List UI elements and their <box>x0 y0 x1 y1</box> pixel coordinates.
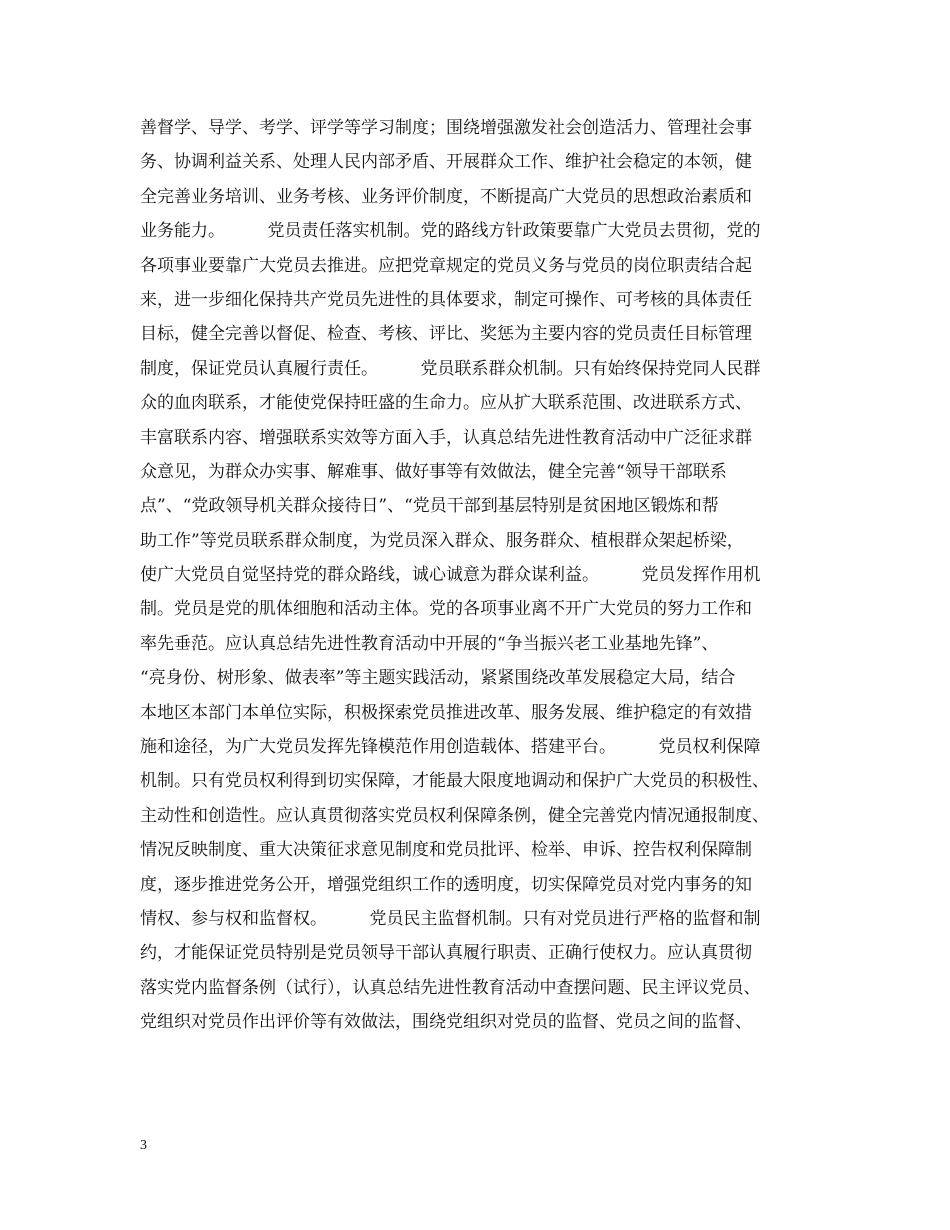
text-line: 约，才能保证党员特别是党员领导干部认真履行职责、正确行使权力。应认真贯彻 <box>140 943 752 964</box>
text-line: 业务能力。 党员责任落实机制。党的路线方针政策要靠广大党员去贯彻，党的 <box>140 221 761 242</box>
text-line: 助工作”等党员联系群众制度，为党员深入群众、服务群众、植根群众架起桥梁， <box>140 530 744 551</box>
text-line: 党组织对党员作出评价等有效做法，围绕党组织对党员的监督、党员之间的监督、 <box>140 1012 752 1033</box>
text-line: 机制。只有党员权利得到切实保障，才能最大限度地调动和保护广大党员的积极性、 <box>140 771 769 792</box>
text-line: 落实党内监督条例（试行），认真总结先进性教育活动中查摆问题、民主评议党员、 <box>140 977 761 998</box>
text-line: 情权、参与权和监督权。 党员民主监督机制。只有对党员进行严格的监督和制 <box>140 908 761 929</box>
text-line: 使广大党员自觉坚持党的群众路线，诚心诚意为群众谋利益。 党员发挥作用机 <box>140 565 761 586</box>
text-line: 率先垂范。应认真总结先进性教育活动中开展的“争当振兴老工业基地先锋”、 <box>140 633 719 654</box>
text-line: 点”、“党政领导机关群众接待日”、“党员干部到基层特别是贫困地区锻炼和帮 <box>140 496 719 517</box>
text-line: 来，进一步细化保持共产党员先进性的具体要求，制定可操作、可考核的具体责任 <box>140 289 752 310</box>
text-line: 全完善业务培训、业务考核、业务评价制度，不断提高广大党员的思想政治素质和 <box>140 186 752 207</box>
text-line: 众意见，为群众办实事、解难事、做好事等有效做法，健全完善“领导干部联系 <box>140 461 727 482</box>
text-line: 众的血肉联系，才能使党保持旺盛的生命力。应从扩大联系范围、改进联系方式、 <box>140 393 752 414</box>
text-line: 主动性和创造性。应认真贯彻落实党员权利保障条例，健全完善党内情况通报制度、 <box>140 805 769 826</box>
text-line: 善督学、导学、考学、评学等学习制度；围绕增强激发社会创造活力、管理社会事 <box>140 118 752 138</box>
text-line: 制。党员是党的肌体细胞和活动主体。党的各项事业离不开广大党员的努力工作和 <box>140 599 752 620</box>
text-line: 本地区本部门本单位实际，积极探索党员推进改革、服务发展、维护稳定的有效措 <box>140 702 752 723</box>
text-line: 施和途径，为广大党员发挥先锋模范作用创造载体、搭建平台。 党员权利保障 <box>140 737 761 758</box>
text-line: 务、协调利益关系、处理人民内部矛盾、开展群众工作、维护社会稳定的本领，健 <box>140 152 752 173</box>
text-line: 各项事业要靠广大党员去推进。应把党章规定的党员义务与党员的岗位职责结合起 <box>140 255 752 276</box>
body-text <box>140 111 830 1040</box>
text-line: 度，逐步推进党务公开，增强党组织工作的透明度，切实保障党员对党内事务的知 <box>140 874 752 895</box>
page-number: 3 <box>140 1138 147 1153</box>
text-line: 目标，健全完善以督促、检查、考核、评比、奖惩为主要内容的党员责任目标管理 <box>140 324 752 345</box>
text-line: 制度，保证党员认真履行责任。 党员联系群众机制。只有始终保持党同人民群 <box>140 358 761 379</box>
text-line: “亮身份、树形象、做表率”等主题实践活动，紧紧围绕改革发展稳定大局，结合 <box>140 668 736 689</box>
text-line: 丰富联系内容、增强联系实效等方面入手，认真总结先进性教育活动中广泛征求群 <box>140 427 752 448</box>
text-line: 情况反映制度、重大决策征求意见制度和党员批评、检举、申诉、控告权利保障制 <box>140 840 752 861</box>
